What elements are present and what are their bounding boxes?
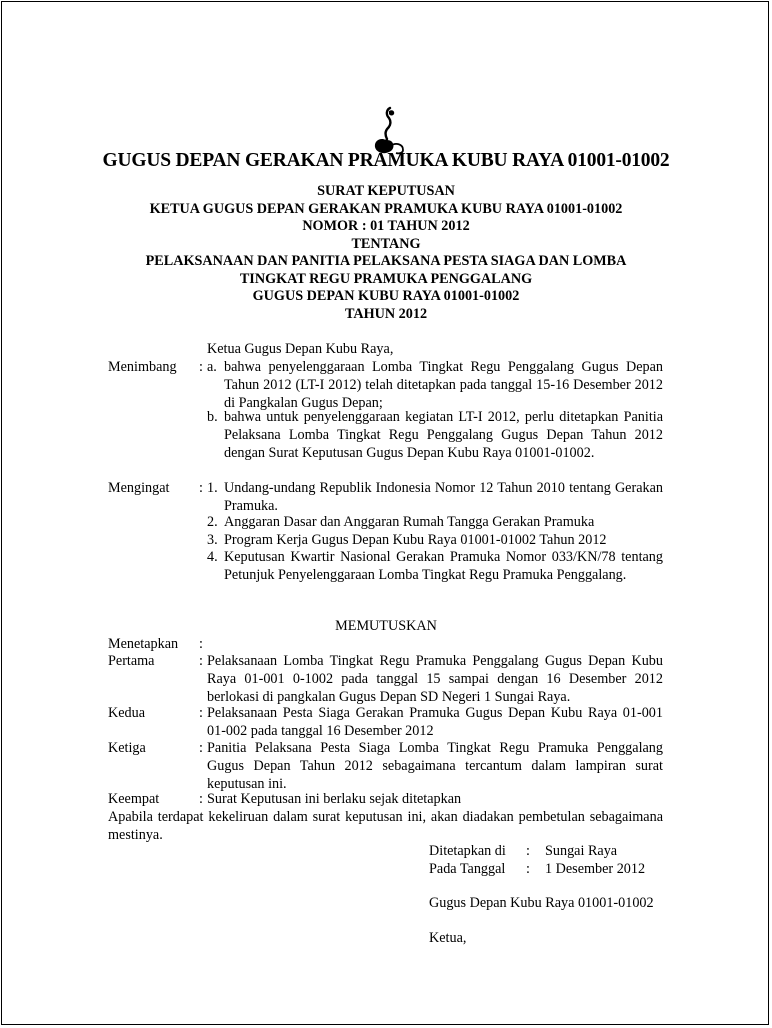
mengingat-marker-1: 1. (207, 480, 218, 496)
signature-role: Ketua, (429, 930, 467, 946)
keempat-colon: : (199, 791, 203, 807)
mengingat-label: Mengingat (108, 480, 170, 496)
ketiga-colon: : (199, 740, 203, 756)
keempat-text: Surat Keputusan ini berlaku sejak ditetapkan (207, 791, 462, 807)
ketiga-label: Ketiga (108, 740, 146, 756)
pertama-text: Pelaksanaan Lomba Tingkat Regu Pramuka Penggalang Gugus Depan Kubu Raya 01-001 0-1002 pada tanggal 15 sampai dengan 16 Desember 2012 berlokasi di pangkalan Gugus Depan SD Negeri 1 Sungai Raya. (207, 653, 663, 705)
menimbang-marker-a: a. (207, 359, 217, 375)
date-colon: : (526, 861, 530, 877)
mengingat-item-3: Program Kerja Gugus Depan Kubu Raya 01001-01002 Tahun 2012 (224, 532, 607, 548)
pertama-label: Pertama (108, 653, 155, 669)
place-label: Ditetapkan di (429, 843, 506, 859)
signature-org: Gugus Depan Kubu Raya 01001-01002 (429, 895, 654, 911)
document-title: GUGUS DEPAN GERAKAN PRAMUKA KUBU RAYA 01001-01002 (102, 150, 670, 171)
memutuskan-heading: MEMUTUSKAN (335, 618, 437, 634)
menimbang-marker-b: b. (207, 409, 218, 425)
menimbang-item-a: bahwa penyelenggaraan Lomba Tingkat Regu Penggalang Gugus Depan Tahun 2012 (LT-I 2012) telah ditetapkan pada tanggal 15-16 Desember 2012 di Pangkalan Gugus Depan; (224, 359, 663, 411)
kedua-colon: : (199, 705, 203, 721)
heading-line-2: KETUA GUGUS DEPAN GERAKAN PRAMUKA KUBU RAYA 01001-01002 (149, 200, 623, 217)
date-value: 1 Desember 2012 (545, 861, 646, 877)
heading-line-1: SURAT KEPUTUSAN (317, 183, 455, 199)
keempat-label: Keempat (108, 791, 160, 807)
heading-line-6: TINGKAT REGU PRAMUKA PENGGALANG (239, 270, 533, 287)
heading-line-5: PELAKSANAAN DAN PANITIA PELAKSANA PESTA SIAGA DAN LOMBA (145, 253, 627, 269)
kedua-text: Pelaksanaan Pesta Siaga Gerakan Pramuka Gugus Depan Kubu Raya 01-001 01-002 pada tanggal 16 Desember 2012 (207, 705, 663, 739)
place-colon: : (526, 843, 530, 859)
menetapkan-label: Menetapkan (108, 636, 179, 652)
heading-line-3: NOMOR : 01 TAHUN 2012 (302, 218, 470, 234)
kedua-label: Kedua (108, 705, 146, 721)
pertama-colon: : (199, 653, 203, 669)
place-value: Sungai Raya (545, 843, 618, 859)
heading-line-8: TAHUN 2012 (344, 305, 428, 322)
opening-line: Ketua Gugus Depan Kubu Raya, (207, 341, 394, 357)
menimbang-item-b: bahwa untuk penyelenggaraan kegiatan LT-I 2012, perlu ditetapkan Panitia Pelaksana Lomba Tingkat Regu Penggalang Gugus Depan Tahun 2012 dengan Surat Keputusan Gugus Depan Kubu Raya 01001-01002. (224, 409, 663, 461)
menimbang-label: Menimbang (108, 359, 177, 375)
mengingat-item-4: Keputusan Kwartir Nasional Gerakan Pramuka Nomor 033/KN/78 tentang Petunjuk Penyelenggaraan Lomba Tingkat Regu Pramuka Penggalang. (224, 549, 663, 583)
mengingat-item-1: Undang-undang Republik Indonesia Nomor 12 Tahun 2010 tentang Gerakan Pramuka. (224, 480, 663, 514)
pramuka-tunas-kelapa-icon (372, 106, 406, 156)
closing-note: Apabila terdapat kekeliruan dalam surat keputusan ini, akan diadakan pembetulan sebagaimana mestinya. (108, 809, 663, 843)
mengingat-marker-3: 3. (207, 532, 218, 548)
heading-line-7: GUGUS DEPAN KUBU RAYA 01001-01002 (252, 288, 520, 304)
menetapkan-colon: : (199, 636, 203, 652)
ketiga-text: Panitia Pelaksana Pesta Siaga Lomba Tingkat Regu Pramuka Penggalang Gugus Depan Tahun 2012 sebagaimana tercantum dalam lampiran surat keputusan ini. (207, 740, 663, 792)
mengingat-item-2: Anggaran Dasar dan Anggaran Rumah Tangga Gerakan Pramuka (224, 514, 595, 530)
decree-heading (0, 183, 772, 323)
heading-line-4: TENTANG (351, 235, 421, 252)
date-label: Pada Tanggal (429, 861, 506, 877)
menimbang-colon: : (199, 359, 203, 375)
mengingat-marker-2: 2. (207, 514, 218, 530)
mengingat-marker-4: 4. (207, 549, 218, 565)
mengingat-colon: : (199, 480, 203, 496)
